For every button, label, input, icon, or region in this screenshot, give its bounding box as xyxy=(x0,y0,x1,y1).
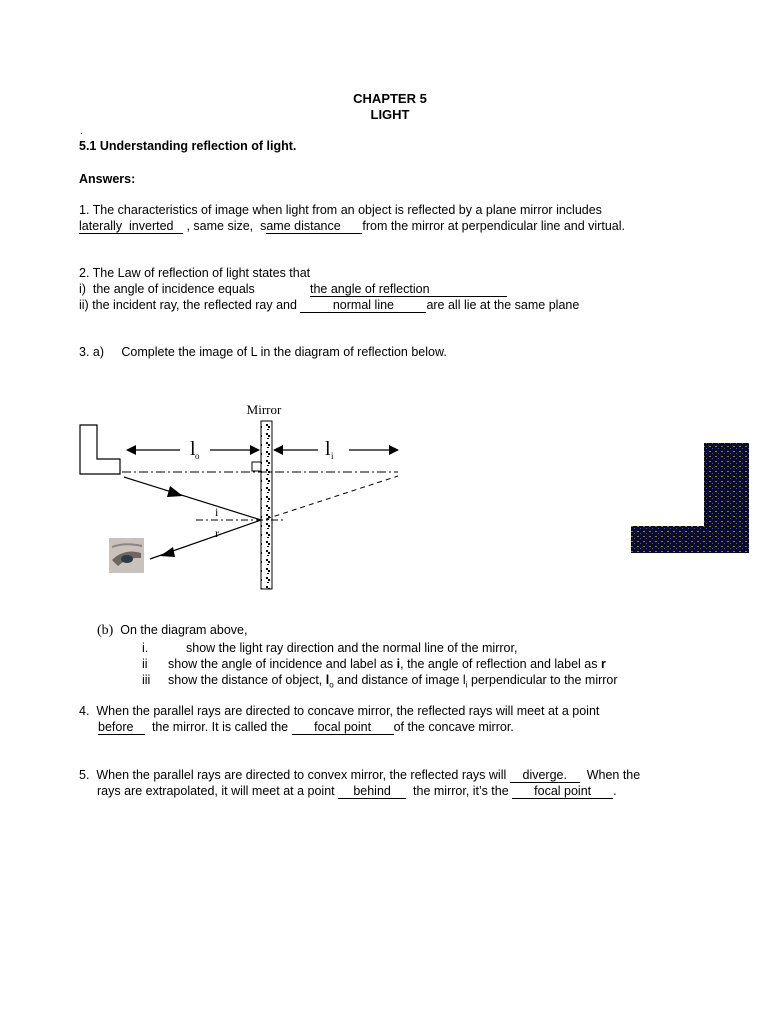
q4-answer-blank-2 xyxy=(292,720,394,735)
q5-line1-start: 5. When the parallel rays are directed to convex mirror, the reflected rays will xyxy=(79,768,510,782)
q1-end-text: from the mirror at perpendicular line and virtual. xyxy=(362,219,625,233)
q2-intro: 2. The Law of reflection of light states that xyxy=(79,266,311,280)
q5-line2-end: . xyxy=(613,784,617,798)
reflected-ray-arrowhead xyxy=(160,547,175,557)
q3b-item-ii-bold-i: i xyxy=(396,657,401,671)
chapter-heading: CHAPTER 5 xyxy=(353,91,427,106)
q5-answer-1: diverge. xyxy=(522,768,567,782)
q3b-item-iii-mid: and distance of image xyxy=(333,673,463,687)
q1-line1: 1. The characteristics of image when light from an object is reflected by a plane mirror includes xyxy=(79,203,602,217)
q3b-item-iii xyxy=(142,673,618,693)
q1-mid-text: , same size, s xyxy=(183,219,267,233)
q3b-item-iii-sym2: l xyxy=(462,673,466,687)
mirror-label: Mirror xyxy=(246,402,282,417)
q2-ii-answer: normal line xyxy=(332,298,394,312)
angle-incidence-label: i xyxy=(215,505,219,519)
q3b-line xyxy=(97,623,247,638)
q4-answer-2: focal point xyxy=(314,720,372,734)
image-distance-symbol: l xyxy=(325,438,331,460)
q3a-text: 3. a) Complete the image of L in the diagram of reflection below. xyxy=(79,345,447,359)
q2-ii-text: ii) the incident ray, the reflected ray and xyxy=(79,298,297,312)
q3b-item-iii-text: show the distance of object, xyxy=(168,673,326,687)
q1-line2 xyxy=(79,219,625,234)
q3b-item-iii-sub1: o xyxy=(329,680,334,690)
q2-i-answer-blank: the angle of reflection xyxy=(310,282,507,297)
plane-mirror xyxy=(261,421,272,589)
q3b-item-i xyxy=(142,641,517,656)
q3b-item-ii-text: show the angle of incidence and label as xyxy=(168,657,397,671)
q5-line1 xyxy=(79,768,640,783)
object-distance-subscript: o xyxy=(195,451,200,461)
q3b-item-iii-sub2: i xyxy=(465,680,468,690)
q5-answer-blank-2 xyxy=(338,784,406,799)
image-distance-subscript: i xyxy=(331,451,334,461)
q3b-item-iii-num: iii xyxy=(142,673,151,687)
object-distance-symbol: l xyxy=(190,438,196,460)
q3b-item-ii xyxy=(142,657,606,672)
q3b-text: On the diagram above, xyxy=(120,623,248,637)
q5-answer-blank-1 xyxy=(510,768,580,783)
q4-answer-blank-1: before xyxy=(98,720,145,735)
q1-answer-blank-2: ame distance xyxy=(266,219,362,234)
q4-line2 xyxy=(98,720,514,735)
image-l-shape xyxy=(631,443,749,553)
q4-line1: 4. When the parallel rays are directed to concave mirror, the reflected rays will meet at a point xyxy=(79,704,600,718)
q2-ii-end-text: are all lie at the same plane xyxy=(426,298,580,312)
q5-line2-start: rays are extrapolated, it will meet at a point xyxy=(97,784,339,798)
q3b-item-i-num: i. xyxy=(142,641,149,655)
q4-end-text: of the concave mirror. xyxy=(393,720,514,734)
object-l-shape xyxy=(80,425,120,474)
incident-ray xyxy=(124,477,261,520)
q3b-item-iii-end: perpendicular to the mirror xyxy=(467,673,618,687)
q3b-label: (b) xyxy=(97,623,114,638)
section-title: 5.1 Understanding reflection of light. xyxy=(79,139,297,153)
q3b-item-iii-sym1: l xyxy=(325,673,330,687)
angle-reflection-label: r xyxy=(215,526,219,540)
q5-answer-2: behind xyxy=(353,784,391,798)
q4-mid-text: the mirror. It is called the xyxy=(145,720,292,734)
q5-answer-blank-3 xyxy=(512,784,613,799)
q2-line-ii xyxy=(79,298,579,313)
answers-label: Answers: xyxy=(79,172,136,186)
incident-ray-arrowhead xyxy=(167,486,183,497)
q5-answer-3: focal point xyxy=(534,784,592,798)
q5-line2 xyxy=(97,784,617,799)
q5-line1-end: When the xyxy=(579,768,641,782)
q3b-item-ii-bold-r: r xyxy=(600,657,606,671)
reflection-diagram xyxy=(0,390,768,600)
q5-line2-mid: the mirror, it’s the xyxy=(406,784,513,798)
virtual-ray-extension xyxy=(266,476,398,519)
q1-answer-blank-1: laterally inverted xyxy=(79,219,183,234)
q3b-item-i-text: show the light ray direction and the normal line of the mirror, xyxy=(186,641,518,655)
q2-line-i xyxy=(79,282,507,297)
q3b-item-ii-num: ii xyxy=(142,657,148,671)
right-angle-mark xyxy=(252,462,261,471)
chapter-title: LIGHT xyxy=(370,107,410,122)
stray-dot: . xyxy=(80,126,83,136)
q2-i-text: i) the angle of incidence equals xyxy=(79,282,255,296)
q3b-item-ii-mid: , the angle of reflection and label as xyxy=(400,657,601,671)
eye-icon xyxy=(109,538,144,573)
q2-ii-answer-blank xyxy=(300,298,426,313)
